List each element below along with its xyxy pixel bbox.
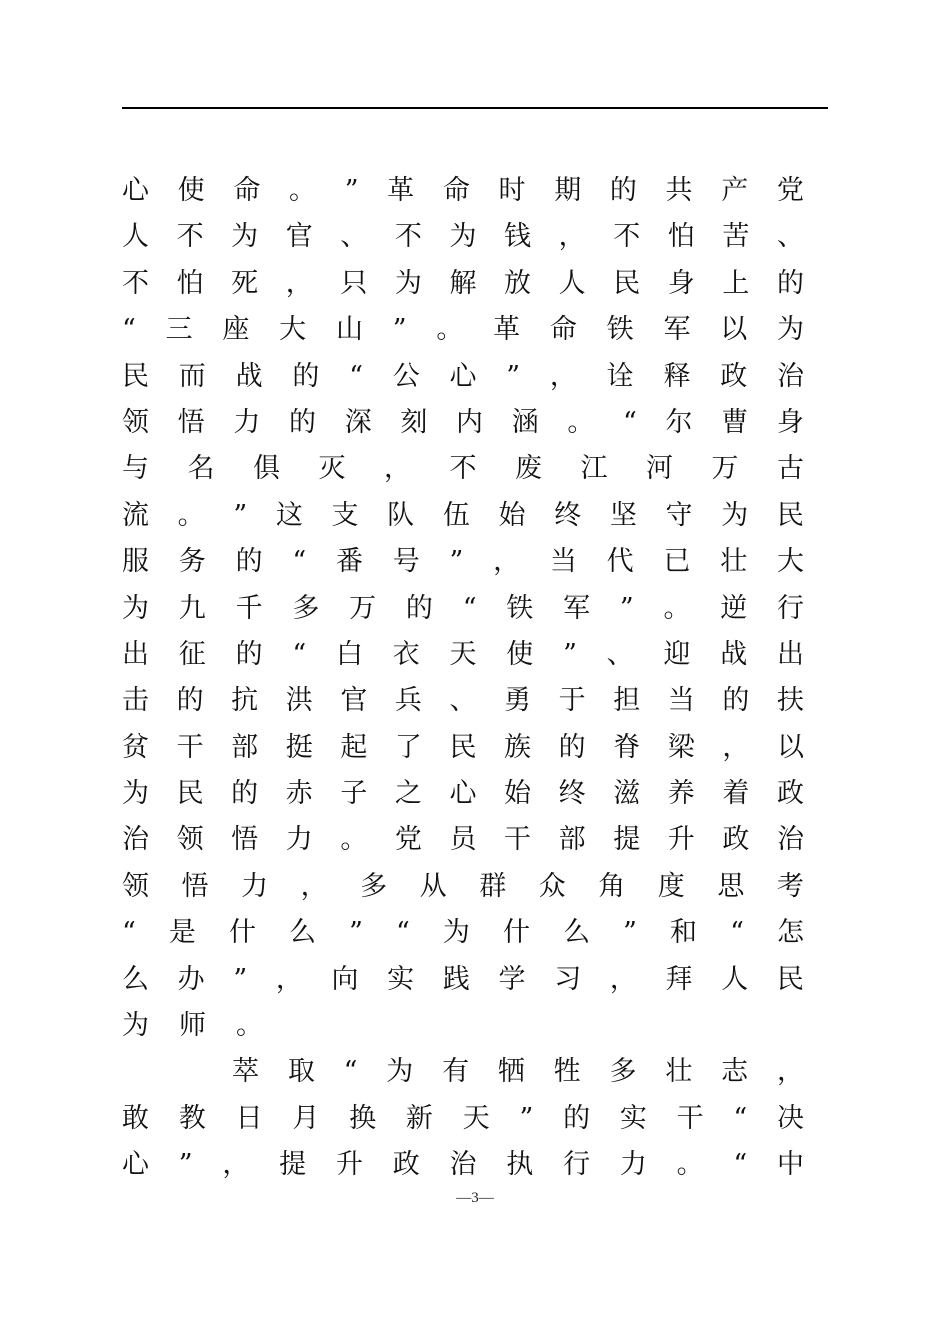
glyph: 九 bbox=[178, 592, 206, 624]
glyph: 始 bbox=[498, 499, 526, 531]
glyph: 座 bbox=[222, 314, 250, 346]
glyph: 伍 bbox=[442, 499, 470, 531]
glyph: 扶 bbox=[776, 685, 804, 717]
glyph: 领 bbox=[122, 406, 149, 438]
glyph: 官 bbox=[285, 221, 313, 253]
glyph: ， bbox=[558, 221, 586, 253]
glyph: 队 bbox=[387, 499, 415, 531]
glyph: 三 bbox=[165, 314, 193, 346]
glyph: 不 bbox=[122, 267, 149, 299]
glyph: ” bbox=[619, 592, 634, 624]
glyph: 践 bbox=[442, 963, 470, 995]
glyph: 终 bbox=[558, 778, 586, 810]
glyph: 提 bbox=[279, 1149, 307, 1181]
glyph: 迎 bbox=[663, 638, 691, 670]
glyph: 内 bbox=[456, 406, 484, 438]
glyph: 什 bbox=[228, 917, 256, 949]
glyph: 心 bbox=[449, 778, 477, 810]
glyph: 命 bbox=[549, 314, 577, 346]
glyph: 角 bbox=[598, 870, 626, 902]
glyph: 政 bbox=[720, 360, 748, 392]
glyph: 悟 bbox=[177, 406, 205, 438]
glyph: 而 bbox=[178, 360, 206, 392]
glyph: 心 bbox=[122, 175, 149, 206]
glyph: 不 bbox=[449, 453, 477, 485]
glyph: 山 bbox=[335, 314, 363, 346]
glyph: 、 bbox=[449, 685, 477, 717]
glyph: 中 bbox=[777, 1149, 804, 1181]
glyph: “ bbox=[462, 592, 477, 624]
glyph: 挺 bbox=[285, 731, 313, 763]
glyph: 民 bbox=[776, 499, 804, 531]
glyph: 员 bbox=[449, 824, 477, 856]
glyph: 官 bbox=[340, 685, 368, 717]
glyph: 番 bbox=[335, 546, 363, 578]
glyph: 多 bbox=[360, 870, 388, 902]
glyph: ， bbox=[776, 1056, 804, 1088]
glyph: 滋 bbox=[613, 778, 641, 810]
glyph: 为 bbox=[721, 499, 749, 531]
glyph: “ bbox=[349, 360, 363, 392]
glyph: 干 bbox=[176, 731, 204, 763]
glyph: 民 bbox=[122, 360, 149, 392]
glyph: 的 bbox=[235, 638, 263, 670]
glyph: 于 bbox=[558, 685, 586, 717]
glyph: 怎 bbox=[777, 917, 804, 949]
glyph: 干 bbox=[676, 1102, 704, 1134]
glyph: 考 bbox=[776, 870, 804, 902]
text-line bbox=[122, 214, 804, 260]
glyph: 以 bbox=[776, 731, 804, 763]
glyph: “ bbox=[292, 546, 307, 578]
glyph: 部 bbox=[558, 824, 586, 856]
glyph: 出 bbox=[122, 638, 149, 670]
glyph: 兵 bbox=[394, 685, 422, 717]
glyph: 为 bbox=[386, 1056, 414, 1088]
glyph: ， bbox=[609, 963, 637, 995]
glyph: 。 bbox=[567, 406, 595, 438]
glyph: 与 bbox=[122, 453, 149, 485]
glyph: ” bbox=[449, 546, 464, 578]
glyph: 抗 bbox=[231, 685, 259, 717]
glyph: 终 bbox=[554, 499, 582, 531]
glyph: 萃 bbox=[232, 1056, 259, 1088]
glyph: 治 bbox=[776, 824, 804, 856]
glyph: 坚 bbox=[609, 499, 637, 531]
glyph: 领 bbox=[122, 870, 149, 902]
glyph: 多 bbox=[292, 592, 320, 624]
glyph: 使 bbox=[177, 175, 205, 206]
glyph: “ bbox=[733, 1102, 748, 1134]
glyph: 养 bbox=[667, 778, 695, 810]
glyph: 为 bbox=[449, 221, 477, 253]
glyph: 子 bbox=[340, 778, 368, 810]
glyph: 是 bbox=[168, 917, 196, 949]
glyph: 万 bbox=[711, 453, 739, 485]
glyph: “ bbox=[292, 638, 307, 670]
glyph: 服 bbox=[122, 546, 149, 578]
glyph: 大 bbox=[777, 546, 804, 578]
glyph: ， bbox=[722, 731, 750, 763]
glyph: 代 bbox=[606, 546, 634, 578]
glyph: ” bbox=[563, 638, 577, 670]
glyph: 从 bbox=[419, 870, 447, 902]
glyph: 流 bbox=[122, 499, 149, 531]
glyph: 实 bbox=[619, 1102, 647, 1134]
glyph: 已 bbox=[663, 546, 691, 578]
glyph: 军 bbox=[563, 592, 591, 624]
glyph: 。 bbox=[676, 1149, 704, 1181]
glyph: 江 bbox=[580, 453, 608, 485]
glyph: 的 bbox=[558, 731, 586, 763]
glyph: “ bbox=[122, 314, 136, 346]
text-line bbox=[122, 539, 804, 585]
glyph: 么 bbox=[563, 917, 591, 949]
glyph: ， bbox=[275, 963, 303, 995]
glyph: 民 bbox=[449, 731, 477, 763]
glyph: 当 bbox=[667, 685, 695, 717]
glyph: 衣 bbox=[392, 638, 420, 670]
glyph: 战 bbox=[235, 360, 263, 392]
text-line bbox=[122, 307, 804, 353]
glyph: 始 bbox=[504, 778, 532, 810]
glyph: 和 bbox=[670, 917, 698, 949]
glyph: 决 bbox=[777, 1102, 804, 1134]
glyph: 提 bbox=[613, 824, 641, 856]
glyph: 的 bbox=[722, 685, 750, 717]
glyph: 人 bbox=[122, 221, 149, 253]
glyph: 的 bbox=[609, 175, 637, 206]
glyph: 命 bbox=[233, 175, 261, 206]
glyph: 治 bbox=[449, 1149, 477, 1181]
glyph: 治 bbox=[777, 360, 804, 392]
page-number: —3— bbox=[456, 1190, 494, 1206]
glyph: 悟 bbox=[231, 824, 259, 856]
glyph: 向 bbox=[331, 963, 359, 995]
glyph: 天 bbox=[462, 1102, 490, 1134]
glyph: 什 bbox=[502, 917, 530, 949]
glyph: 。 bbox=[177, 499, 205, 531]
glyph: 力 bbox=[619, 1149, 647, 1181]
glyph: 的 bbox=[231, 778, 259, 810]
glyph: ” bbox=[233, 963, 248, 995]
glyph: 灭 bbox=[318, 453, 346, 485]
glyph: 民 bbox=[776, 963, 804, 995]
glyph: 人 bbox=[721, 963, 749, 995]
glyph: ， bbox=[300, 870, 328, 902]
glyph: 力 bbox=[241, 870, 269, 902]
glyph: 白 bbox=[335, 638, 363, 670]
glyph: 族 bbox=[504, 731, 532, 763]
paragraph-end-line: 为师。 bbox=[122, 1010, 293, 1042]
glyph: 了 bbox=[394, 731, 422, 763]
glyph: 群 bbox=[479, 870, 507, 902]
text-line bbox=[122, 354, 804, 400]
glyph: 人 bbox=[558, 267, 586, 299]
glyph: 命 bbox=[442, 175, 470, 206]
glyph: 、 bbox=[606, 638, 634, 670]
glyph: 的 bbox=[289, 406, 317, 438]
glyph: 废 bbox=[515, 453, 542, 485]
glyph: 为 bbox=[122, 778, 149, 810]
text-line bbox=[122, 678, 804, 724]
glyph: 取 bbox=[287, 1056, 315, 1088]
glyph: 度 bbox=[657, 870, 685, 902]
text-line bbox=[122, 725, 804, 771]
text-line bbox=[122, 632, 804, 678]
glyph: 怕 bbox=[667, 221, 695, 253]
glyph: 这 bbox=[275, 499, 303, 531]
glyph: 的 bbox=[176, 685, 204, 717]
glyph: 干 bbox=[504, 824, 532, 856]
glyph: 深 bbox=[344, 406, 372, 438]
glyph: 河 bbox=[646, 453, 673, 485]
glyph: 月 bbox=[292, 1102, 320, 1134]
glyph: 只 bbox=[340, 267, 368, 299]
glyph: 执 bbox=[506, 1149, 534, 1181]
glyph: 力 bbox=[233, 406, 261, 438]
glyph: 不 bbox=[394, 221, 422, 253]
glyph: 为 bbox=[122, 592, 149, 624]
glyph: 力 bbox=[285, 824, 313, 856]
glyph: 大 bbox=[279, 314, 307, 346]
glyph: 牺 bbox=[497, 1056, 525, 1088]
glyph: 铁 bbox=[506, 592, 534, 624]
glyph: 解 bbox=[449, 267, 477, 299]
glyph: 日 bbox=[235, 1102, 263, 1134]
glyph: 万 bbox=[349, 592, 377, 624]
glyph: 天 bbox=[449, 638, 477, 670]
glyph: “ bbox=[623, 406, 637, 438]
glyph: “ bbox=[122, 917, 136, 949]
glyph: 死 bbox=[231, 267, 259, 299]
glyph: 刻 bbox=[400, 406, 428, 438]
glyph: 身 bbox=[667, 267, 695, 299]
paragraph-start-line bbox=[122, 1049, 804, 1095]
glyph: 的 bbox=[292, 360, 320, 392]
glyph: ” bbox=[519, 1102, 534, 1134]
text-line bbox=[122, 864, 804, 910]
text-line bbox=[122, 168, 804, 214]
glyph: 、 bbox=[776, 221, 804, 253]
text-line bbox=[122, 493, 804, 539]
glyph: 怕 bbox=[176, 267, 204, 299]
glyph: 赤 bbox=[285, 778, 313, 810]
glyph: 敢 bbox=[122, 1102, 149, 1134]
glyph: 为 bbox=[442, 917, 470, 949]
glyph: 务 bbox=[178, 546, 206, 578]
glyph: ” bbox=[506, 360, 521, 392]
glyph: 。 bbox=[663, 592, 691, 624]
glyph: 壮 bbox=[720, 546, 748, 578]
text-line bbox=[122, 261, 804, 307]
glyph: 革 bbox=[387, 175, 415, 206]
glyph: 担 bbox=[613, 685, 641, 717]
glyph: 古 bbox=[777, 453, 804, 485]
glyph: 出 bbox=[777, 638, 804, 670]
glyph: 身 bbox=[776, 406, 804, 438]
glyph: 千 bbox=[235, 592, 263, 624]
glyph: ” bbox=[623, 917, 637, 949]
glyph: 政 bbox=[776, 778, 804, 810]
glyph: 诠 bbox=[606, 360, 634, 392]
glyph: 苦 bbox=[722, 221, 750, 253]
glyph: 着 bbox=[722, 778, 750, 810]
glyph: 洪 bbox=[285, 685, 313, 717]
document-body bbox=[122, 168, 804, 1189]
glyph: 的 bbox=[405, 592, 433, 624]
glyph: 守 bbox=[665, 499, 693, 531]
glyph: 之 bbox=[394, 778, 422, 810]
glyph: 心 bbox=[449, 360, 477, 392]
glyph: ， bbox=[493, 546, 521, 578]
glyph: 志 bbox=[721, 1056, 749, 1088]
glyph: ， bbox=[549, 360, 577, 392]
glyph: 心 bbox=[122, 1149, 149, 1181]
glyph: 壮 bbox=[665, 1056, 693, 1088]
glyph: 放 bbox=[504, 267, 532, 299]
glyph: ” bbox=[233, 499, 248, 531]
glyph: 党 bbox=[776, 175, 804, 206]
glyph: 牲 bbox=[553, 1056, 581, 1088]
glyph: ” bbox=[178, 1149, 193, 1181]
glyph: 的 bbox=[563, 1102, 591, 1134]
text-line bbox=[122, 1096, 804, 1142]
glyph: 俱 bbox=[253, 453, 280, 485]
glyph: 民 bbox=[613, 267, 641, 299]
glyph: 以 bbox=[720, 314, 748, 346]
glyph: 悟 bbox=[181, 870, 209, 902]
glyph: 。 bbox=[340, 824, 368, 856]
glyph: 支 bbox=[331, 499, 359, 531]
glyph: 为 bbox=[231, 221, 259, 253]
glyph: “ bbox=[733, 1149, 748, 1181]
glyph: 起 bbox=[340, 731, 368, 763]
glyph: ” bbox=[392, 314, 407, 346]
glyph: 民 bbox=[176, 778, 204, 810]
glyph: 产 bbox=[721, 175, 749, 206]
text-line bbox=[122, 446, 804, 492]
glyph: 换 bbox=[349, 1102, 377, 1134]
glyph: “ bbox=[730, 917, 744, 949]
glyph: 有 bbox=[442, 1056, 470, 1088]
glyph: 尔 bbox=[665, 406, 693, 438]
glyph: 多 bbox=[609, 1056, 637, 1088]
glyph: 习 bbox=[554, 963, 582, 995]
text-line bbox=[122, 817, 804, 863]
glyph: 么 bbox=[122, 963, 149, 995]
glyph: 释 bbox=[663, 360, 691, 392]
glyph: 脊 bbox=[613, 731, 641, 763]
glyph: 办 bbox=[177, 963, 205, 995]
glyph: 。 bbox=[436, 314, 464, 346]
glyph: 铁 bbox=[606, 314, 634, 346]
glyph: 政 bbox=[722, 824, 750, 856]
glyph: 不 bbox=[176, 221, 204, 253]
glyph: 的 bbox=[776, 267, 804, 299]
glyph: 时 bbox=[498, 175, 526, 206]
text-line bbox=[122, 1142, 804, 1188]
glyph: 军 bbox=[663, 314, 691, 346]
glyph: 钱 bbox=[504, 221, 532, 253]
glyph: 行 bbox=[563, 1149, 591, 1181]
glyph: 共 bbox=[665, 175, 693, 206]
glyph: 。 bbox=[289, 175, 317, 206]
glyph: 期 bbox=[554, 175, 582, 206]
text-line bbox=[122, 400, 804, 446]
glyph: ” bbox=[349, 917, 363, 949]
glyph: 战 bbox=[720, 638, 748, 670]
glyph: 升 bbox=[335, 1149, 363, 1181]
glyph: 治 bbox=[122, 824, 149, 856]
glyph: 革 bbox=[493, 314, 521, 346]
glyph: 为 bbox=[394, 267, 422, 299]
text-line bbox=[122, 910, 804, 956]
text-line bbox=[122, 586, 804, 632]
glyph: 实 bbox=[387, 963, 415, 995]
glyph: 勇 bbox=[504, 685, 532, 717]
glyph: “ bbox=[396, 917, 410, 949]
glyph: 当 bbox=[549, 546, 577, 578]
text-line bbox=[122, 771, 804, 817]
glyph: ， bbox=[222, 1149, 250, 1181]
glyph: 升 bbox=[667, 824, 695, 856]
glyph: ” bbox=[344, 175, 359, 206]
text-line bbox=[122, 957, 804, 1003]
glyph: 拜 bbox=[665, 963, 693, 995]
glyph: 为 bbox=[777, 314, 804, 346]
glyph: 、 bbox=[340, 221, 368, 253]
glyph: 征 bbox=[178, 638, 206, 670]
glyph: 的 bbox=[235, 546, 263, 578]
glyph: 政 bbox=[392, 1149, 420, 1181]
glyph: 新 bbox=[405, 1102, 433, 1134]
glyph: ， bbox=[285, 267, 313, 299]
glyph: 逆 bbox=[720, 592, 748, 624]
glyph: 学 bbox=[498, 963, 526, 995]
glyph: 贫 bbox=[122, 731, 149, 763]
glyph: 击 bbox=[122, 685, 149, 717]
glyph: ， bbox=[384, 453, 411, 485]
glyph: 公 bbox=[392, 360, 420, 392]
glyph: 曹 bbox=[721, 406, 749, 438]
glyph: 名 bbox=[187, 453, 215, 485]
glyph: 涵 bbox=[511, 406, 539, 438]
glyph: 使 bbox=[506, 638, 534, 670]
glyph: 党 bbox=[394, 824, 422, 856]
glyph: 部 bbox=[231, 731, 259, 763]
glyph: 众 bbox=[538, 870, 566, 902]
glyph: 不 bbox=[613, 221, 641, 253]
glyph: 么 bbox=[289, 917, 317, 949]
glyph: 领 bbox=[176, 824, 204, 856]
glyph: 教 bbox=[178, 1102, 206, 1134]
header-rule bbox=[122, 107, 828, 109]
glyph: 行 bbox=[777, 592, 804, 624]
glyph: 号 bbox=[392, 546, 420, 578]
glyph: 梁 bbox=[667, 731, 695, 763]
glyph: 上 bbox=[722, 267, 750, 299]
glyph: “ bbox=[343, 1056, 358, 1088]
glyph: 思 bbox=[717, 870, 745, 902]
